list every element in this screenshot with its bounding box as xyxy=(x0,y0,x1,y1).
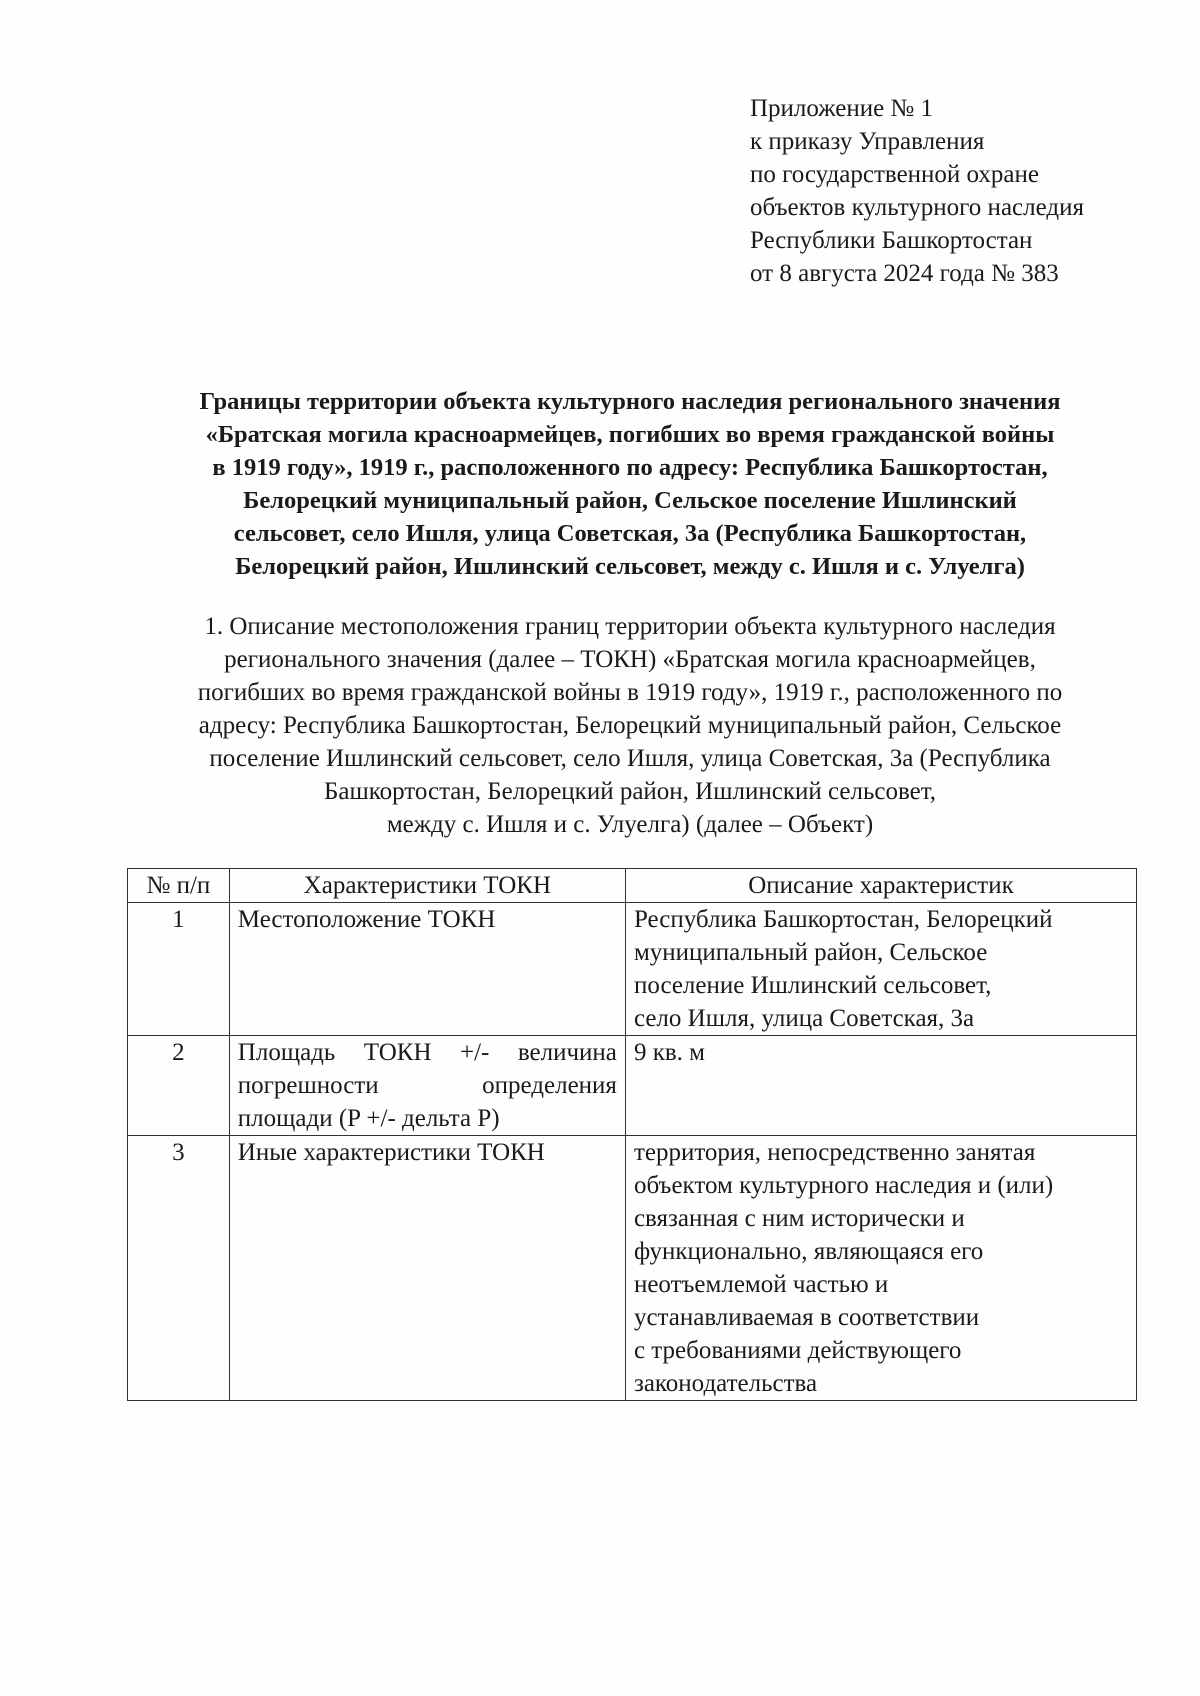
cell-word: ТОКН xyxy=(363,1039,432,1066)
title-line: Границы территории объекта культурного наследия регионального значения xyxy=(199,388,1061,415)
cell-line: объектом культурного наследия и (или) xyxy=(633,1172,1054,1199)
section-line: адресу: Республика Башкортостан, Белорецкий муниципальный район, Сельское xyxy=(198,712,1062,739)
cell-word: величина xyxy=(517,1039,617,1066)
row-number: 3 xyxy=(128,1136,230,1401)
section-line: 1. Описание местоположения границ территории объекта культурного наследия xyxy=(204,613,1056,640)
appendix-line: объектов культурного наследия xyxy=(750,194,1084,221)
row-description xyxy=(625,903,1136,1036)
document-title xyxy=(110,385,1150,583)
cell-line: Республика Башкортостан, Белорецкий xyxy=(633,906,1053,933)
title-line: в 1919 году», 1919 г., расположенного по адресу: Республика Башкортостан, xyxy=(212,454,1048,481)
cell-line: неотъемлемой частью и xyxy=(633,1271,889,1298)
appendix-header xyxy=(750,92,1084,290)
appendix-line: по государственной охране xyxy=(750,161,1040,188)
title-line: «Братская могила красноармейцев, погибших во время гражданской войны xyxy=(205,421,1055,448)
title-line: Белорецкий муниципальный район, Сельское поселение Ишлинский xyxy=(243,487,1017,514)
section-1-description xyxy=(110,610,1150,841)
table-row xyxy=(128,1136,1137,1401)
appendix-line: от 8 августа 2024 года № 383 xyxy=(750,260,1059,287)
cell-line: устанавливаемая в соответствии xyxy=(633,1304,980,1331)
cell-word: погрешности xyxy=(237,1072,379,1099)
cell-line: муниципальный район, Сельское xyxy=(633,939,988,966)
cell-line: 9 кв. м xyxy=(633,1039,705,1066)
cell-line: село Ишля, улица Советская, 3а xyxy=(633,1005,975,1032)
cell-line: территория, непосредственно занятая xyxy=(633,1139,1036,1166)
section-line: погибших во время гражданской войны в 1919 году», 1919 г., расположенного по xyxy=(197,679,1063,706)
cell-line xyxy=(238,1069,617,1102)
header-characteristic: Характеристики ТОКН xyxy=(229,869,625,903)
section-line: между с. Ишля и с. Улуелга) (далее – Объект) xyxy=(386,811,874,838)
characteristics-table xyxy=(127,868,1137,1401)
section-line: Башкортостан, Белорецкий район, Ишлинский сельсовет, xyxy=(324,778,936,805)
row-characteristic xyxy=(229,1136,625,1401)
row-description xyxy=(625,1036,1136,1136)
table-row xyxy=(128,1036,1137,1136)
cell-line: законодательства xyxy=(633,1370,818,1397)
cell-line: функционально, являющаяся его xyxy=(633,1238,984,1265)
appendix-line: Приложение № 1 xyxy=(750,95,934,122)
row-description xyxy=(625,1136,1136,1401)
section-line: регионального значения (далее – ТОКН) «Братская могила красноармейцев, xyxy=(224,646,1036,673)
cell-line: Местоположение ТОКН xyxy=(237,906,496,933)
table-header-row xyxy=(128,869,1137,903)
cell-line: площади (P +/- дельта P) xyxy=(237,1105,500,1132)
appendix-line: Республики Башкортостан xyxy=(750,227,1033,254)
title-line: Белорецкий район, Ишлинский сельсовет, между с. Ишля и с. Улуелга) xyxy=(235,553,1025,580)
section-line: поселение Ишлинский сельсовет, село Ишля, улица Советская, 3а (Республика xyxy=(209,745,1051,772)
header-number: № п/п xyxy=(128,869,230,903)
cell-word: +/- xyxy=(460,1039,490,1066)
title-line: сельсовет, село Ишля, улица Советская, 3а (Республика Башкортостан, xyxy=(233,520,1027,547)
cell-line xyxy=(238,1036,617,1069)
table-row xyxy=(128,903,1137,1036)
row-number: 2 xyxy=(128,1036,230,1136)
cell-line: с требованиями действующего xyxy=(633,1337,962,1364)
cell-line: Иные характеристики ТОКН xyxy=(237,1139,545,1166)
header-description: Описание характеристик xyxy=(625,869,1136,903)
appendix-line: к приказу Управления xyxy=(750,128,985,155)
cell-word: Площадь xyxy=(237,1039,336,1066)
row-characteristic xyxy=(229,1036,625,1136)
row-characteristic xyxy=(229,903,625,1036)
cell-line: поселение Ишлинский сельсовет, xyxy=(633,972,992,999)
cell-line: связанная с ним исторически и xyxy=(633,1205,965,1232)
row-number: 1 xyxy=(128,903,230,1036)
cell-word: определения xyxy=(482,1072,617,1099)
